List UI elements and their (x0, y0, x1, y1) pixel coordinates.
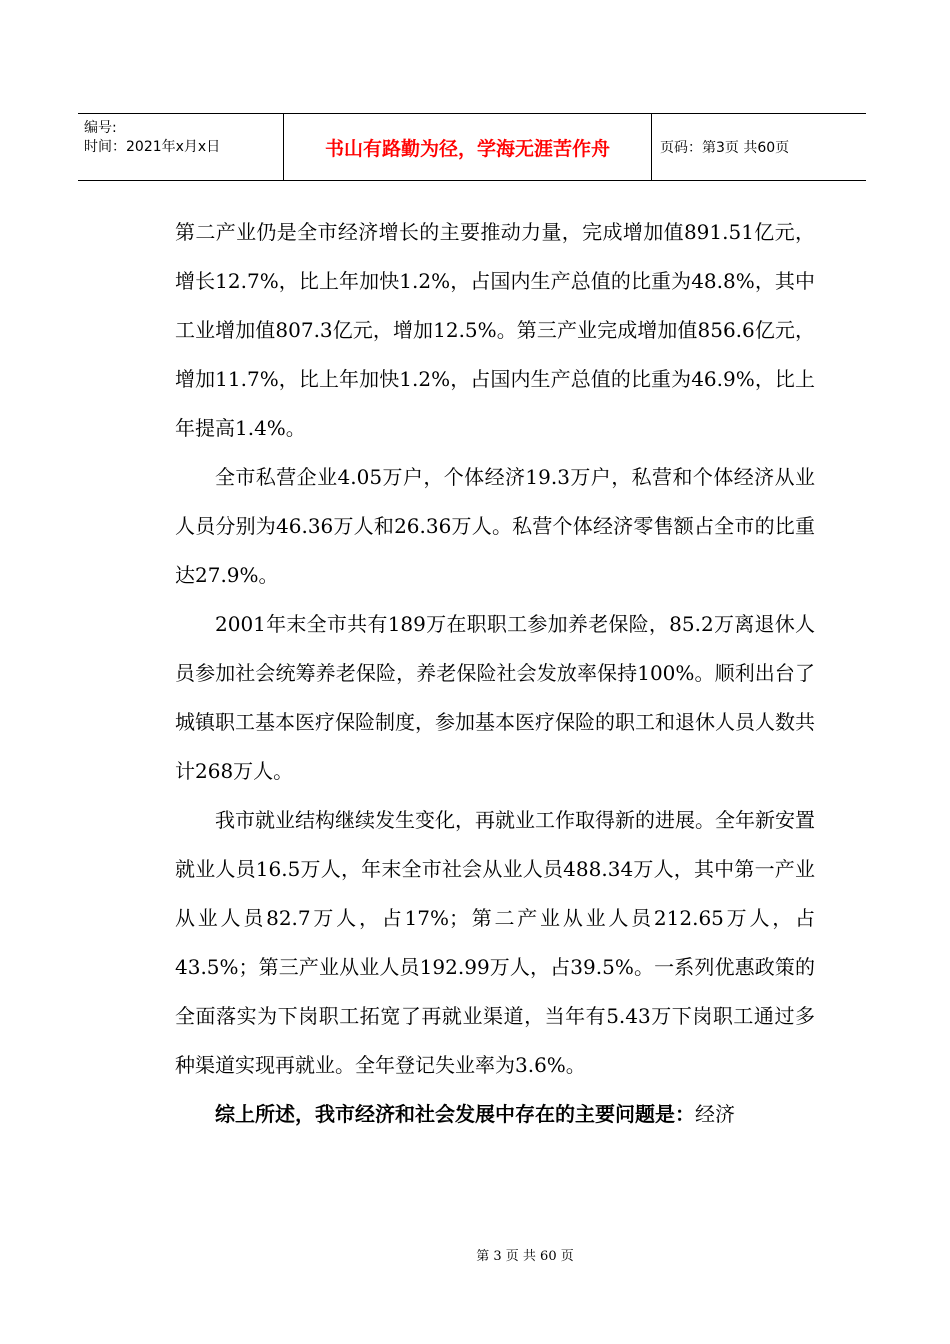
footer-page-number: 第 3 页 共 60 页 (476, 1249, 574, 1264)
header-motto: 书山有路勤为径，学海无涯苦作舟 (284, 114, 652, 180)
document-body (175, 208, 815, 1139)
paragraph-2: 全市私营企业4.05万户，个体经济19.3万户，私营和个体经济从业人员分别为46.36万人和26.36万人。私营个体经济零售额占全市的比重达27.9%。 (175, 465, 815, 587)
summary-lead: 综上所述，我市经济和社会发展中存在的主要问题是： (215, 1102, 695, 1126)
number-label: 编号: (84, 120, 117, 136)
paragraph-3: 2001年末全市共有189万在职职工参加养老保险，85.2万离退休人员参加社会统筹养老保险，养老保险社会发放率保持100%。顺利出台了城镇职工基本医疗保险制度，参加基本医疗保险的职工和退休人员人数共计268万人。 (175, 612, 815, 783)
time-label: 时间：2021年x月x日 (84, 139, 221, 155)
paragraph-5 (175, 1090, 815, 1139)
summary-rest: 经济 (695, 1102, 735, 1126)
header-meta (78, 114, 284, 180)
page-footer (0, 1245, 950, 1264)
paragraph-4: 我市就业结构继续发生变化，再就业工作取得新的进展。全年新安置就业人员16.5万人，年末全市社会从业人员488.34万人，其中第一产业从业人员82.7万人，占17%；第二产业从业人员212.65万人，占43.5%；第三产业从业人员192.99万人，占39.5%。一系列优惠政策的全面落实为下岗职工拓宽了再就业渠道，当年有5.43万下岗职工通过多种渠道实现再就业。全年登记失业率为3.6%。 (175, 808, 815, 1077)
page-header (78, 113, 866, 181)
header-page-info: 页码：第3页 共60页 (660, 140, 790, 156)
paragraph-1: 第二产业仍是全市经济增长的主要推动力量，完成增加值891.51亿元，增长12.7%，比上年加快1.2%，占国内生产总值的比重为48.8%，其中工业增加值807.3亿元，增加12.5%。第三产业完成增加值856.6亿元，增加11.7%，比上年加快1.2%，占国内生产总值的比重为46.9%，比上年提高1.4%。 (175, 220, 815, 440)
